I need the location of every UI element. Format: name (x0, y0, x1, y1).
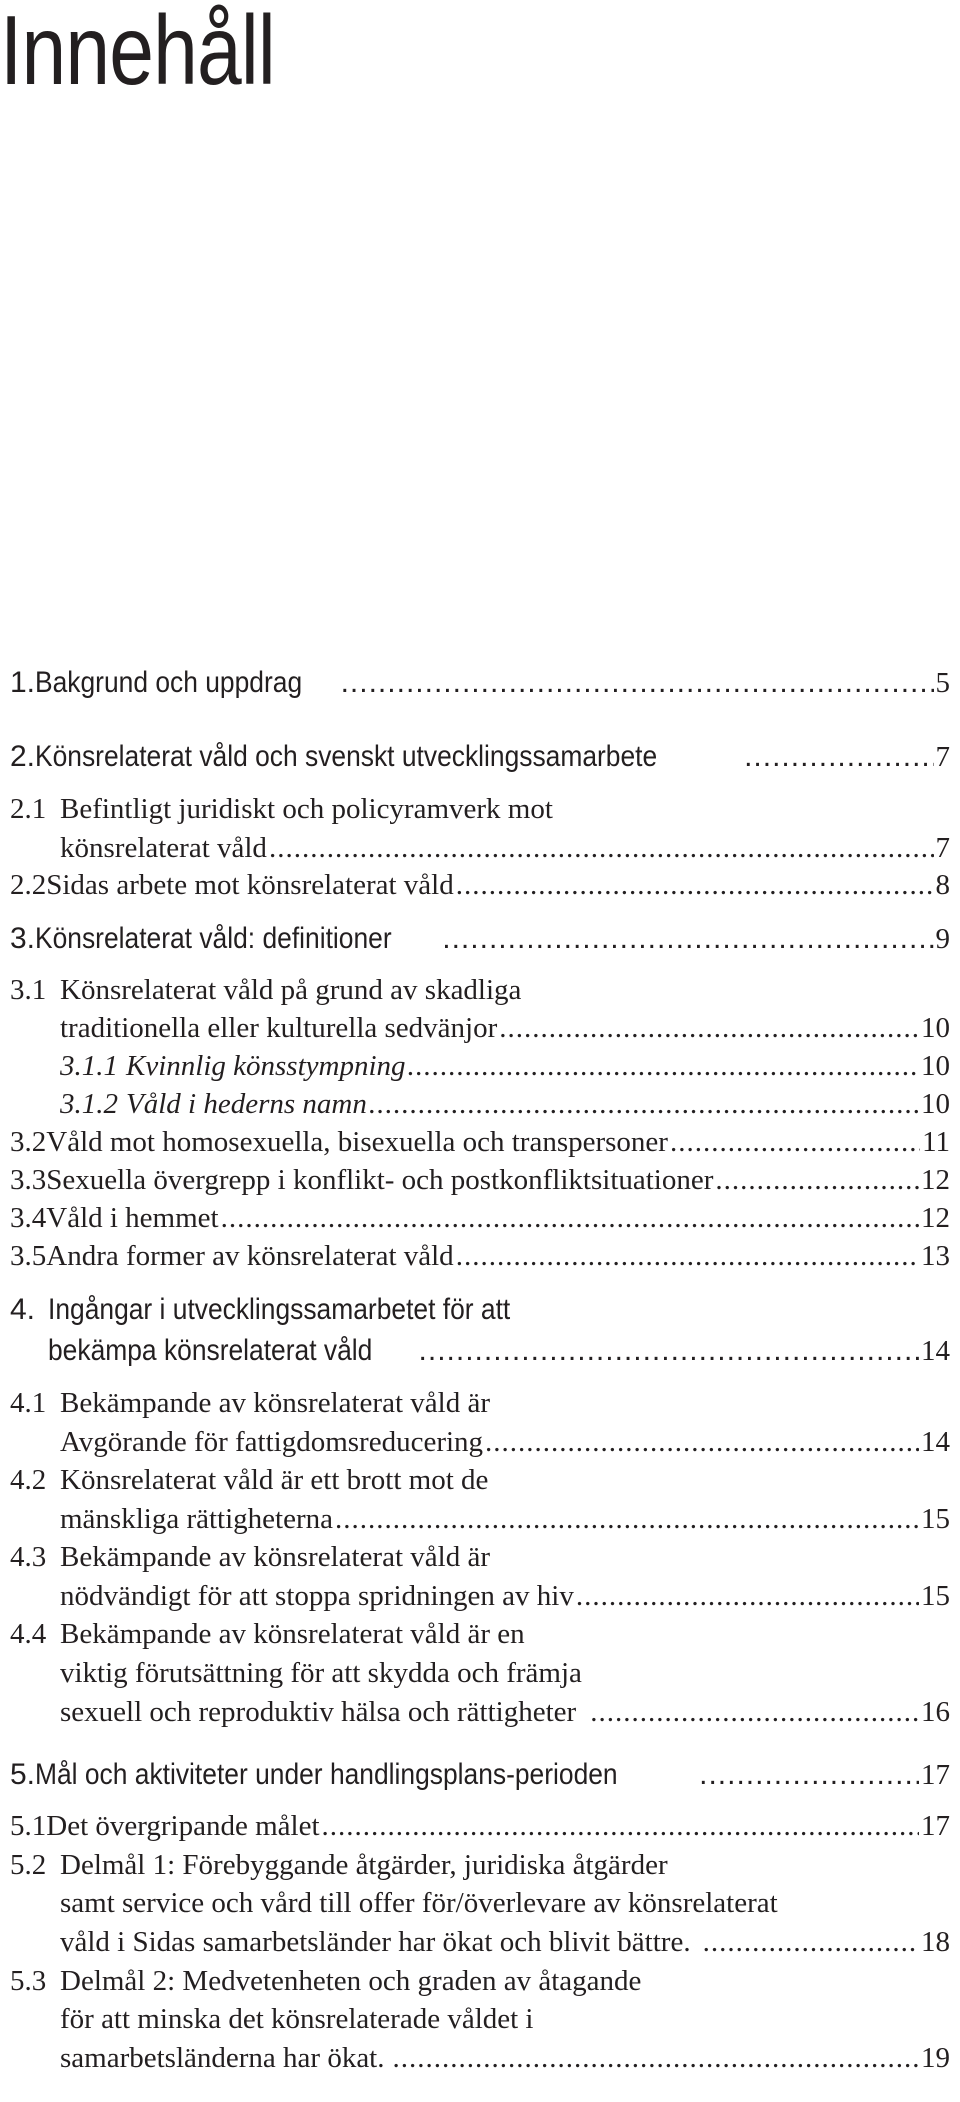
toc-page: 12 (921, 1164, 950, 1196)
toc-leader (335, 1503, 919, 1536)
toc-page: 11 (922, 1126, 950, 1158)
toc-leader (456, 1240, 919, 1273)
toc-page: 14 (921, 1335, 950, 1367)
toc-title: Delmål 1: Förebyggande åtgärder, juridiska åtgärder (60, 1849, 668, 1881)
toc-entry-3-5[interactable] (10, 1240, 950, 1273)
toc-entry-3-1[interactable] (60, 1012, 950, 1045)
toc-number: 4.4 (10, 1618, 47, 1650)
toc-leader (442, 922, 933, 956)
toc-entry-2[interactable] (10, 740, 950, 774)
toc-title: viktig förutsättning för att skydda och främja (60, 1657, 582, 1689)
toc-number: 3.1.2 (60, 1088, 118, 1120)
toc-entry-3-1-2[interactable] (60, 1088, 950, 1121)
toc-number: 5.3 (10, 1965, 47, 1997)
toc-page: 10 (921, 1050, 950, 1082)
toc-page: 14 (921, 1426, 950, 1458)
toc-leader (576, 1580, 919, 1613)
toc-title: Bakgrund och uppdrag (35, 666, 303, 699)
toc-number: 3.1.1 (60, 1050, 118, 1082)
toc-page: 16 (921, 1696, 950, 1728)
toc-entry-4-2[interactable] (60, 1503, 950, 1536)
toc-leader (408, 1050, 919, 1083)
toc-leader (322, 1810, 920, 1843)
toc-page: 7 (935, 832, 950, 864)
toc-number: 4.3 (10, 1541, 47, 1573)
toc-number: 4.2 (10, 1464, 47, 1496)
toc-entry-5-3-line2[interactable] (60, 2003, 534, 2036)
toc-title: Könsrelaterat våld på grund av skadliga (60, 974, 522, 1006)
toc-title: Det övergripande målet (46, 1810, 320, 1842)
toc-page: 13 (921, 1240, 950, 1272)
toc-leader (341, 666, 934, 700)
toc-title: sexuell och reproduktiv hälsa och rättigheter (60, 1696, 577, 1728)
toc-title: Bekämpande av könsrelaterat våld är (60, 1387, 490, 1419)
toc-entry-5[interactable] (10, 1758, 950, 1792)
toc-entry-4-1[interactable] (60, 1426, 950, 1459)
toc-title: mänskliga rättigheterna (60, 1503, 333, 1535)
toc-title: Mål och aktiviteter under handlingsplans-perioden (35, 1758, 618, 1791)
toc-leader (485, 1426, 919, 1459)
toc-entry-3-1-line1[interactable] (10, 974, 521, 1007)
toc-entry-5-2-line2[interactable] (60, 1887, 778, 1920)
toc-entry-5-2[interactable] (60, 1926, 950, 1959)
toc-leader (699, 1758, 919, 1792)
toc-title: Våld i hederns namn (126, 1088, 367, 1120)
toc-entry-5-3[interactable] (60, 2042, 950, 2075)
toc-number: 3.2 (10, 1126, 47, 1158)
toc-entry-3-1-1[interactable] (60, 1050, 950, 1083)
toc-page: 7 (935, 741, 950, 773)
toc-leader (269, 832, 934, 865)
toc-page: 15 (921, 1503, 950, 1535)
toc-title: samarbetsländerna har ökat. (60, 2042, 385, 2074)
toc-title: Befintligt juridiskt och policyramverk mot (60, 793, 553, 825)
toc-title: Avgörande för fattigdomsreducering (60, 1426, 484, 1458)
toc-title: Könsrelaterat våld är ett brott mot de (60, 1464, 489, 1496)
toc-leader (590, 1696, 919, 1729)
toc-entry-4-line1[interactable] (10, 1293, 573, 1327)
toc-number: 5. (10, 1758, 36, 1791)
toc-entry-3[interactable] (10, 922, 950, 956)
toc-page: 10 (921, 1088, 950, 1120)
toc-entry-4[interactable] (48, 1334, 950, 1368)
toc-page: 19 (921, 2042, 950, 2074)
toc-number: 5.2 (10, 1849, 47, 1881)
page-title: Innehåll (0, 0, 275, 105)
toc-title: Sidas arbete mot könsrelaterat våld (46, 869, 454, 901)
toc-title: Könsrelaterat våld: definitioner (35, 922, 392, 955)
toc-leader (703, 1926, 919, 1959)
toc-entry-5-1[interactable] (10, 1810, 950, 1843)
toc-page: 5 (935, 667, 950, 699)
toc-title: könsrelaterat våld (60, 832, 267, 864)
toc-number: 3.4 (10, 1202, 47, 1234)
toc-entry-2-2[interactable] (10, 869, 950, 902)
toc-number: 2.2 (10, 869, 47, 901)
toc-title: Bekämpande av könsrelaterat våld är en (60, 1618, 525, 1650)
toc-number: 4. (10, 1293, 36, 1326)
toc-page: 18 (921, 1926, 950, 1958)
toc-entry-3-2[interactable] (10, 1126, 950, 1159)
toc-title: Ingångar i utvecklingssamarbetet för att (48, 1293, 511, 1326)
toc-title: Andra former av könsrelaterat våld (46, 1240, 454, 1272)
toc-leader (670, 1126, 920, 1159)
toc-number: 4.1 (10, 1387, 47, 1419)
toc-entry-4-4-line2[interactable] (60, 1657, 582, 1690)
toc-number: 3. (10, 922, 36, 955)
toc-title: bekämpa könsrelaterat våld (48, 1334, 373, 1367)
toc-page: 12 (921, 1202, 950, 1234)
toc-leader (456, 869, 934, 902)
toc-entry-3-4[interactable] (10, 1202, 950, 1235)
toc-number: 3.1 (10, 974, 47, 1006)
toc-title: våld i Sidas samarbetsländer har ökat och blivit bättre. (60, 1926, 691, 1958)
toc-leader (744, 740, 933, 774)
toc-title: Könsrelaterat våld och svenskt utvecklingssamarbete (35, 740, 658, 773)
toc-title: Kvinnlig könsstympning (126, 1050, 406, 1082)
toc-entry-4-4[interactable] (60, 1696, 950, 1729)
toc-title: Våld mot homosexuella, bisexuella och transpersoner (46, 1126, 668, 1158)
toc-entry-2-1-line1[interactable] (10, 793, 553, 826)
toc-number: 3.5 (10, 1240, 47, 1272)
toc-title: Våld i hemmet (46, 1202, 219, 1234)
toc-entry-4-3-line1[interactable] (10, 1541, 490, 1574)
toc-title: samt service och vård till offer för/överlevare av könsrelaterat (60, 1887, 778, 1919)
toc-title: traditionella eller kulturella sedvänjor (60, 1012, 498, 1044)
toc-title: Bekämpande av könsrelaterat våld är (60, 1541, 490, 1573)
toc-leader (419, 1334, 919, 1368)
toc-page: 10 (921, 1012, 950, 1044)
toc-number: 1. (10, 666, 36, 699)
toc-page: 15 (921, 1580, 950, 1612)
toc-entry-1[interactable] (10, 666, 950, 700)
toc-page: 9 (935, 923, 950, 955)
toc-title: Delmål 2: Medvetenheten och graden av åtagande (60, 1965, 642, 1997)
toc-entry-4-2-line1[interactable] (10, 1464, 488, 1497)
toc-title: Sexuella övergrepp i konflikt- och postkonfliktsituationer (46, 1164, 714, 1196)
toc-number: 3.3 (10, 1164, 47, 1196)
toc-number: 2. (10, 740, 36, 773)
toc-number: 2.1 (10, 793, 47, 825)
toc-page: 17 (921, 1810, 950, 1842)
toc-leader (221, 1202, 919, 1235)
toc-leader (715, 1164, 919, 1197)
toc-page: 17 (921, 1759, 950, 1791)
toc-entry-5-3-line1[interactable] (10, 1965, 641, 1998)
toc-leader (499, 1012, 919, 1045)
toc-title: nödvändigt för att stoppa spridningen av hiv (60, 1580, 574, 1612)
toc-entry-3-3[interactable] (10, 1164, 950, 1197)
toc-entry-4-4-line1[interactable] (10, 1618, 525, 1651)
toc-entry-2-1[interactable] (60, 832, 950, 865)
toc-leader (369, 1088, 919, 1121)
toc-leader (393, 2042, 920, 2075)
toc-entry-4-1-line1[interactable] (10, 1387, 490, 1420)
toc-title: för att minska det könsrelaterade våldet i (60, 2003, 534, 2035)
toc-page: 8 (935, 869, 950, 901)
toc-entry-5-2-line1[interactable] (10, 1849, 668, 1882)
toc-number: 5.1 (10, 1810, 47, 1842)
toc-entry-4-3[interactable] (60, 1580, 950, 1613)
